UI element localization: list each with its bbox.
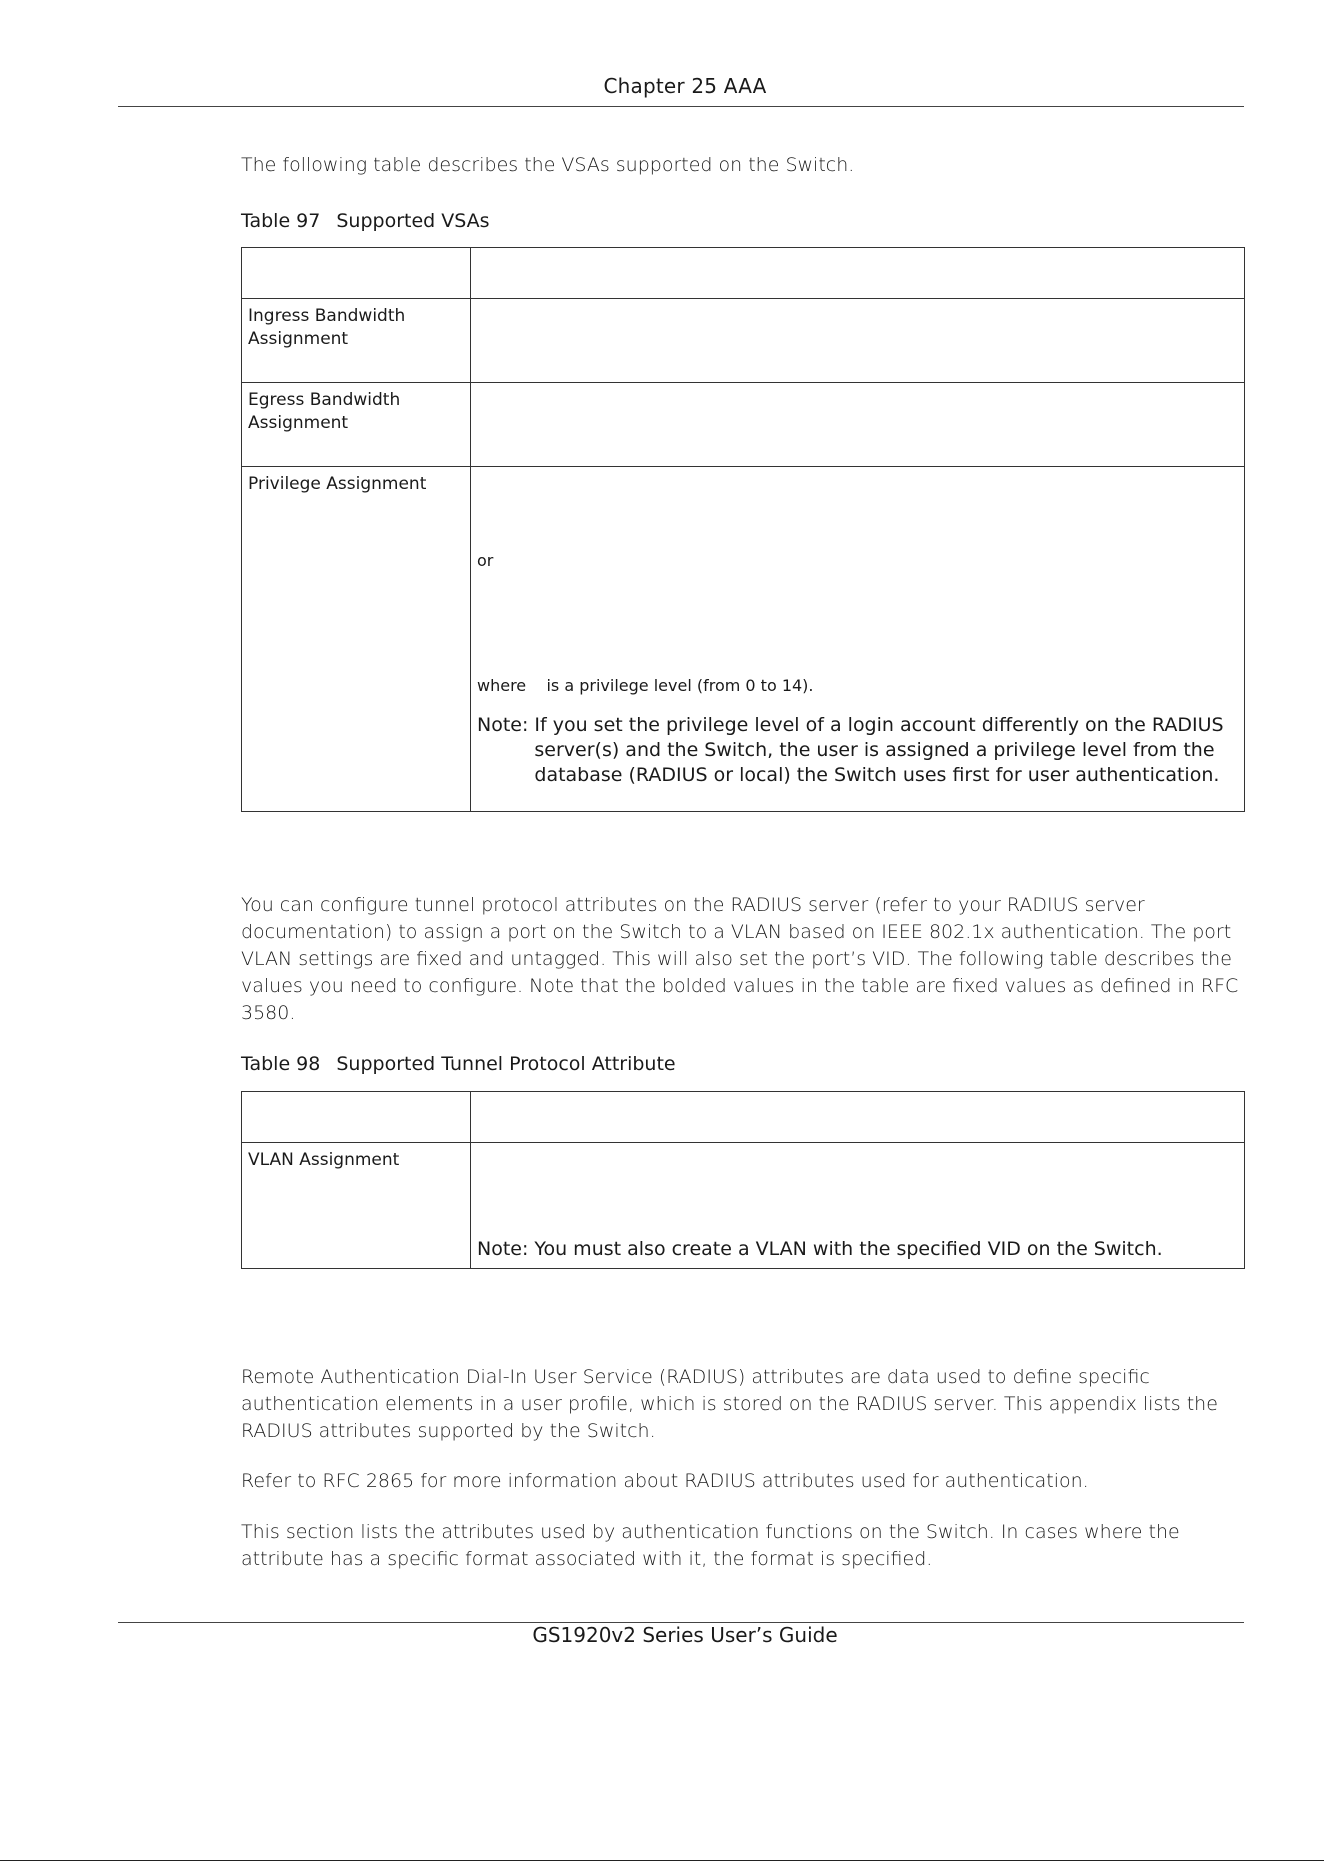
table-97-caption [241,209,490,233]
table-header-row [242,248,1245,299]
row-name-cell: Ingress Bandwidth Assignment [242,299,471,383]
row-name-cell: VLAN Assignment [242,1143,471,1269]
table-98-title: Supported Tunnel Protocol Attribute [336,1053,676,1075]
table-row [242,1143,1245,1269]
table-header-row [242,1092,1245,1143]
row-value-cell [471,299,1245,383]
intro-paragraph: The following table describes the VSAs supported on the Switch. [241,154,855,176]
table-98-number: Table 98 [241,1053,321,1075]
chapter-header: Chapter 25 AAA [603,74,767,98]
table-row [242,467,1245,812]
header-cell [242,248,471,299]
row-value-cell [471,467,1245,812]
row-value-cell [471,1143,1245,1269]
table-97-number: Table 97 [241,210,321,232]
vlan-note [477,1237,1238,1262]
supported-vsas-table [241,247,1245,812]
row-name-cell: Privilege Assignment [242,467,471,812]
header-cell [242,1092,471,1143]
footer-guide-title: GS1920v2 Series User’s Guide [532,1623,838,1647]
radius-paragraph-2: Refer to RFC 2865 for more information about RADIUS attributes used for authentication. [241,1470,1089,1492]
tunnel-paragraph: You can configure tunnel protocol attributes on the RADIUS server (refer to your RADIUS server documentation) to assign a port on the Switch to a VLAN based on IEEE 802.1x authentication. The port VLAN settings are fixed and untagged. This will also set the port’s VID. The following table describes the values you need to configure. Note that the bolded values in the table are fixed values as defined in RFC 3580. [241,894,1239,1024]
header-divider [118,106,1244,107]
page-bottom-edge [0,1860,1324,1861]
note-text: You must also create a VLAN with the specified VID on the Switch. [534,1238,1163,1260]
privilege-note [477,713,1238,788]
where-text: where is a privilege level (from 0 to 14). [477,676,814,695]
note-text: If you set the privilege level of a login account differently on the RADIUS server(s) and the Switch, the user is assigned a privilege level from the database (RADIUS or local) the Switch uses first for user authentication. [534,714,1224,786]
radius-paragraph-1: Remote Authentication Dial-In User Service (RADIUS) attributes are data used to define specific authentication elements in a user profile, which is stored on the RADIUS server. This appendix lists the RADIUS attributes supported by the Switch. [241,1366,1218,1442]
note-label: Note: [477,714,529,736]
row-value-cell [471,383,1245,467]
header-cell [471,1092,1245,1143]
row-name-cell: Egress Bandwidth Assignment [242,383,471,467]
tunnel-attribute-table [241,1091,1245,1269]
or-text: or [477,551,494,570]
table-row [242,383,1245,467]
radius-paragraph-3: This section lists the attributes used by authentication functions on the Switch. In cases where the attribute has a specific format associated with it, the format is specified. [241,1521,1180,1570]
table-97-title: Supported VSAs [336,210,490,232]
table-row [242,299,1245,383]
note-label: Note: [477,1238,529,1260]
table-98-caption [241,1052,676,1076]
header-cell [471,248,1245,299]
